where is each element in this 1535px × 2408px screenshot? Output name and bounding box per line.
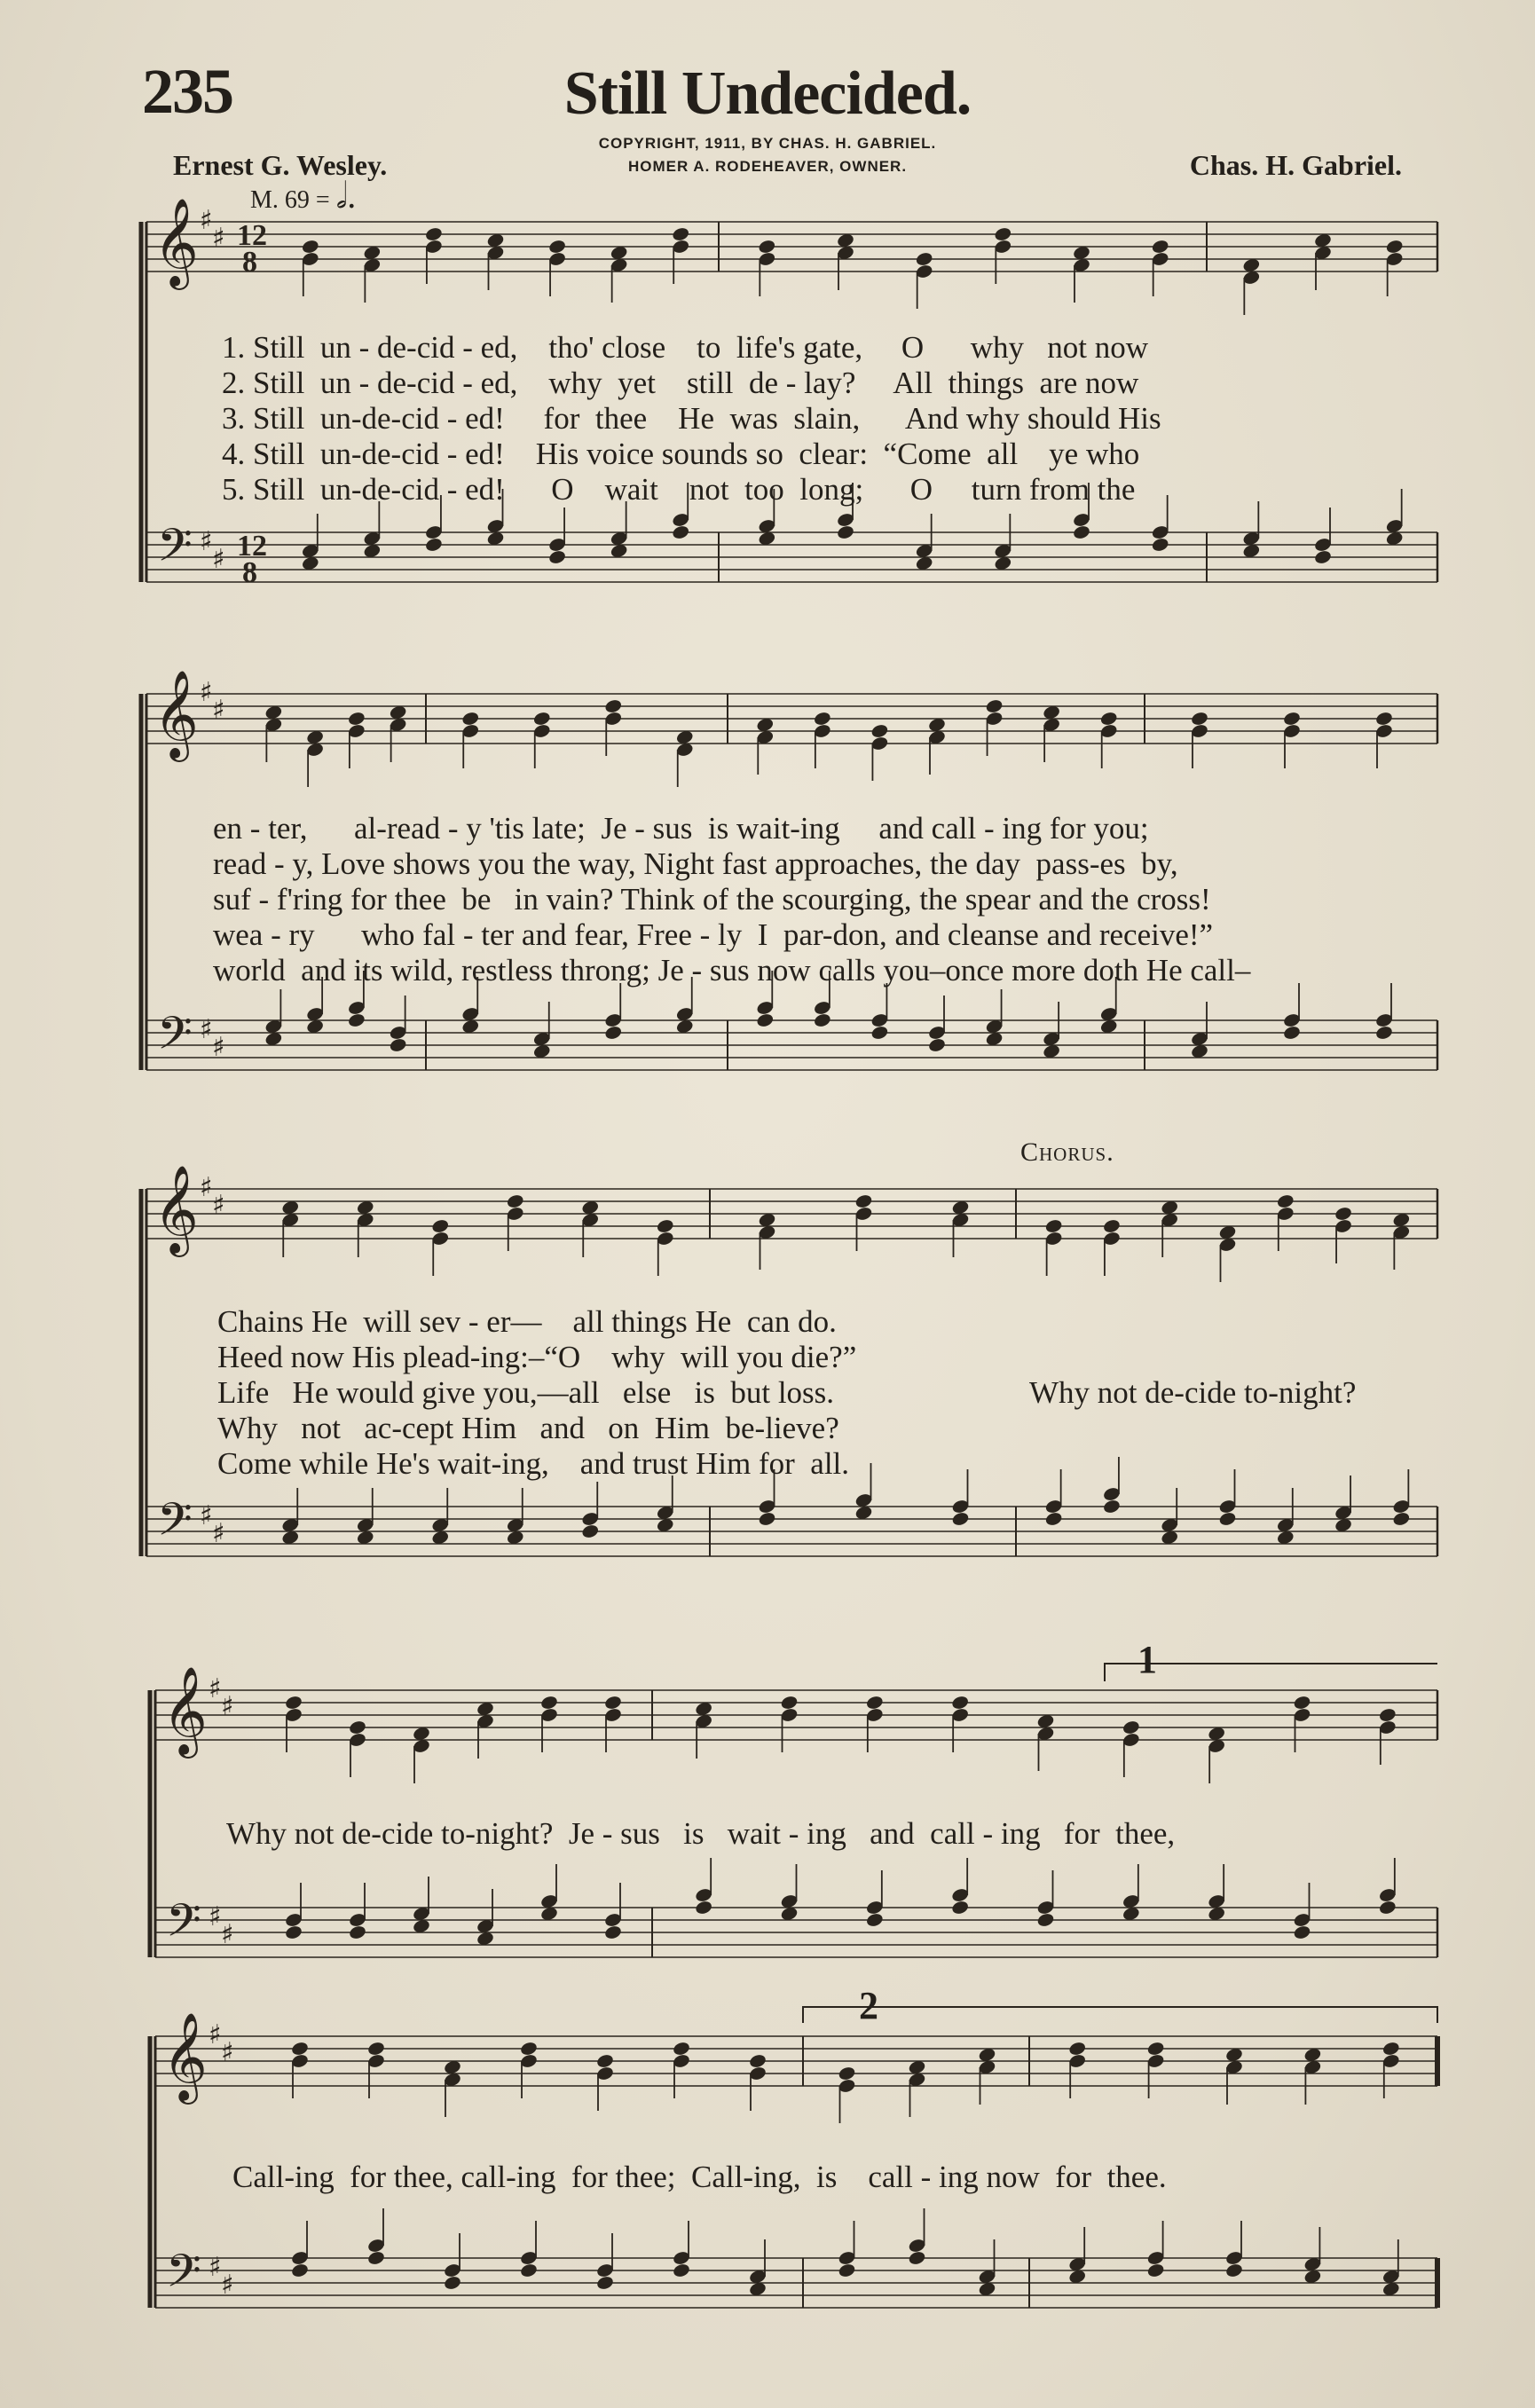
note-head (347, 1012, 366, 1028)
note-head (1313, 549, 1332, 565)
chorus-lyric-3: Call-ing for thee, call-ing for thee; Call-ing, is call - ing now for thee. (232, 2160, 1167, 2194)
key-signature-sharp-icon: ♯ (212, 1518, 225, 1549)
note-head (1122, 1719, 1140, 1735)
note-head (595, 2275, 614, 2291)
note-head (672, 226, 690, 242)
note-head (758, 1511, 776, 1527)
note-head (951, 1511, 970, 1527)
tempo-label: M. 69 = (250, 186, 330, 214)
note-head (1282, 1025, 1301, 1041)
note-head (1072, 524, 1090, 540)
time-signature-top: 12 (237, 219, 267, 252)
key-signature-sharp-icon: ♯ (209, 1673, 222, 1704)
note-head (758, 239, 776, 255)
treble-clef-icon: 𝄞 (162, 2012, 208, 2101)
note-head (672, 524, 690, 540)
bass-clef-icon: 𝄢 (157, 1492, 193, 1557)
chorus-lyric-1: Why not de-cide to-night? (1029, 1375, 1357, 1410)
bass-clef-icon: 𝄢 (157, 518, 193, 583)
note-head (672, 2041, 690, 2057)
key-signature-sharp-icon: ♯ (212, 544, 225, 575)
note-head (1293, 1695, 1311, 1711)
bass-clef-icon: 𝄢 (157, 1006, 193, 1071)
note-head (1218, 1511, 1237, 1527)
note-head (1378, 1900, 1397, 1916)
note-head (290, 2262, 309, 2278)
note-head (854, 1193, 873, 1209)
note-head (603, 1924, 622, 1940)
note-head (1044, 1218, 1063, 1234)
note-head (813, 711, 831, 727)
note-head (1146, 2262, 1165, 2278)
verse-3-line-3: Life He would give you,—all else is but loss. (217, 1375, 835, 1410)
note-head (284, 1924, 303, 1940)
verse-4-line-2: wea - ry who fal - ter and fear, Free - ly I par-don, and cleanse and receive!” (213, 917, 1214, 952)
note-head (348, 1924, 366, 1940)
second-ending-bracket (803, 2007, 1437, 2023)
note-head (1392, 1511, 1411, 1527)
tempo-note-icon: 𝅗𝅥. (335, 176, 357, 216)
note-head (581, 1523, 600, 1539)
note-head (603, 1695, 622, 1711)
note-head (424, 226, 443, 242)
note-head (1036, 1912, 1055, 1928)
note-head (694, 1900, 712, 1916)
key-signature-sharp-icon: ♯ (209, 2252, 222, 2283)
note-head (838, 2066, 856, 2081)
key-signature-sharp-icon: ♯ (209, 1901, 222, 1932)
key-signature-sharp-icon: ♯ (200, 1500, 213, 1531)
verse-5-line-1: 5. Still un-de-cid - ed! O wait not too long; O turn from the (222, 472, 1136, 507)
time-signature-bottom: 8 (242, 246, 257, 279)
time-signature-top: 12 (237, 530, 267, 563)
note-head (1385, 239, 1404, 255)
note-head (1224, 2262, 1243, 2278)
copyright-line-2: HOMER A. RODEHEAVER, OWNER. (627, 158, 908, 175)
bass-clef-icon: 𝄢 (166, 1893, 201, 1958)
note-head (836, 524, 854, 540)
note-head (1293, 1924, 1311, 1940)
first-ending-number: 1 (1137, 1638, 1157, 1681)
verse-2-line-1: 2. Still un - de-cid - ed, why yet still de - lay? All things are now (222, 366, 1139, 400)
note-head (813, 1012, 831, 1028)
key-signature-sharp-icon: ♯ (221, 1691, 234, 1722)
treble-clef-icon: 𝄞 (154, 670, 199, 759)
key-signature-sharp-icon: ♯ (221, 2037, 234, 2068)
note-head (347, 711, 366, 727)
verse-2-line-3: Heed now His plead-ing:–“O why will you die?” (217, 1340, 857, 1374)
note-head (1282, 711, 1301, 727)
note-head (443, 2275, 461, 2291)
note-head (985, 698, 1004, 714)
note-head (950, 1900, 969, 1916)
note-head (870, 1025, 889, 1041)
hymn-number: 235 (142, 56, 232, 127)
chorus-lyric-2: Why not de-cide to-night? Je - sus is wait - ing and call - ing for thee, (226, 1816, 1176, 1851)
note-head (366, 2041, 385, 2057)
note-head (870, 723, 889, 739)
note-head (301, 239, 319, 255)
note-head (1374, 1025, 1393, 1041)
verse-3-line-1: 3. Still un-de-cid - ed! for thee He was slain, And why should His (222, 401, 1161, 436)
note-head (994, 226, 1012, 242)
note-head (389, 1037, 407, 1053)
composer-credit: Chas. H. Gabriel. (1189, 149, 1402, 181)
treble-clef-icon: 𝄞 (162, 1666, 208, 1755)
treble-clef-icon: 𝄞 (154, 1165, 199, 1254)
verse-5-line-2: world and its wild, restless throng; Je - sus now calls you–once more doth He call– (213, 953, 1251, 988)
note-head (1374, 711, 1393, 727)
verse-2-line-2: read - y, Love shows you the way, Night fast approaches, the day pass-es by, (213, 846, 1178, 881)
note-head (519, 2262, 538, 2278)
verse-4-line-3: Why not ac-cept Him and on Him be-lieve? (217, 1411, 839, 1445)
copyright-line-1: COPYRIGHT, 1911, BY CHAS. H. GABRIEL. (598, 135, 937, 152)
note-head (908, 2250, 926, 2266)
note-head (748, 2053, 767, 2069)
note-head (284, 1695, 303, 1711)
note-head (604, 698, 623, 714)
note-head (950, 1695, 969, 1711)
note-head (927, 1037, 946, 1053)
note-head (532, 711, 551, 727)
key-signature-sharp-icon: ♯ (212, 223, 225, 254)
treble-clef-icon: 𝄞 (154, 198, 199, 287)
note-head (506, 1193, 524, 1209)
time-signature-bottom: 8 (242, 556, 257, 589)
note-head (1382, 2041, 1400, 2057)
key-signature-sharp-icon: ♯ (221, 1919, 234, 1950)
key-signature-sharp-icon: ♯ (209, 2019, 222, 2050)
note-head (1334, 1206, 1352, 1222)
note-head (1276, 1193, 1295, 1209)
note-head (865, 1912, 884, 1928)
verse-1-line-2: en - ter, al-read - y 'tis late; Je - sus is wait-ing and call - ing for you; (213, 811, 1149, 846)
key-signature-sharp-icon: ♯ (221, 2270, 234, 2301)
verse-1-line-1: 1. Still un - de-cid - ed, tho' close to life's gate, O why not now (222, 330, 1148, 365)
key-signature-sharp-icon: ♯ (212, 1032, 225, 1063)
note-head (1151, 239, 1169, 255)
verse-1-line-3: Chains He will sev - er— all things He can do. (217, 1304, 837, 1339)
note-head (290, 2041, 309, 2057)
note-head (1102, 1218, 1121, 1234)
note-head (1146, 2041, 1165, 2057)
verse-5-line-3: Come while He's wait-ing, and trust Him for all. (217, 1446, 850, 1481)
note-head (656, 1218, 674, 1234)
note-head (780, 1695, 799, 1711)
key-signature-sharp-icon: ♯ (200, 677, 213, 708)
note-head (424, 537, 443, 553)
note-head (348, 1719, 366, 1735)
note-head (1044, 1511, 1063, 1527)
lyricist-credit: Ernest G. Wesley. (173, 149, 388, 181)
note-head (431, 1218, 450, 1234)
note-head (595, 2053, 614, 2069)
note-head (1102, 1499, 1121, 1515)
key-signature-sharp-icon: ♯ (200, 1172, 213, 1203)
key-signature-sharp-icon: ♯ (200, 526, 213, 557)
key-signature-sharp-icon: ♯ (200, 1014, 213, 1045)
note-head (672, 2262, 690, 2278)
note-head (1099, 711, 1118, 727)
note-head (838, 2262, 856, 2278)
bass-clef-icon: 𝄢 (166, 2244, 201, 2309)
note-head (604, 1025, 623, 1041)
note-head (865, 1695, 884, 1711)
verse-3-line-2: suf - f'ring for thee be in vain? Think of the scourging, the spear and the cross! (213, 882, 1211, 917)
note-head (519, 2041, 538, 2057)
verse-4-line-1: 4. Still un-de-cid - ed! His voice sounds so clear: “Come all ye who (222, 437, 1140, 471)
note-head (756, 1012, 775, 1028)
note-head (915, 251, 933, 267)
note-head (461, 711, 480, 727)
second-ending-number: 2 (859, 1984, 878, 2027)
hymn-title: Still Undecided. (563, 59, 972, 128)
note-head (1151, 537, 1169, 553)
chorus-label: Chorus. (1020, 1137, 1114, 1167)
key-signature-sharp-icon: ♯ (212, 695, 225, 726)
note-head (547, 239, 566, 255)
note-head (1068, 2041, 1087, 2057)
note-head (1378, 1707, 1397, 1723)
note-head (547, 549, 566, 565)
note-head (366, 2250, 385, 2266)
key-signature-sharp-icon: ♯ (212, 1190, 225, 1221)
note-head (1190, 711, 1208, 727)
key-signature-sharp-icon: ♯ (200, 205, 213, 236)
note-head (539, 1695, 558, 1711)
